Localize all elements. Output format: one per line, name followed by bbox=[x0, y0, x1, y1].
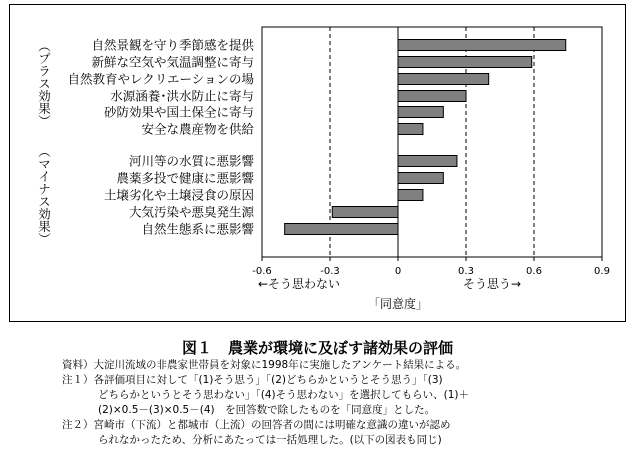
bar bbox=[398, 190, 423, 201]
bar bbox=[398, 156, 457, 167]
category-label: 河川等の水質に悪影響 bbox=[128, 153, 254, 169]
x-tick-label: -0.3 bbox=[320, 266, 340, 277]
bar bbox=[398, 57, 532, 68]
group-label: （プラス効果） bbox=[36, 39, 52, 127]
category-label: 自然景観を守り季節感を提供 bbox=[91, 37, 254, 53]
x-axis-label: 「同意度」 bbox=[367, 297, 429, 311]
category-label: 自然教育やレクリエーションの場 bbox=[67, 71, 254, 87]
bar bbox=[398, 173, 443, 184]
category-label: 自然生態系に悪影響 bbox=[141, 221, 254, 237]
left-arrow-label: ←そう思わない bbox=[258, 277, 341, 291]
bar-chart bbox=[10, 5, 627, 323]
category-label: 大気汚染や悪臭発生源 bbox=[128, 204, 254, 220]
category-label: 砂防効果や国土保全に寄与 bbox=[103, 104, 254, 120]
figure-frame bbox=[9, 4, 626, 322]
figure-number: 図１ bbox=[181, 339, 212, 357]
x-tick-label: 0 bbox=[394, 266, 402, 277]
note-1-line-3: (2)×0.5－(3)×0.5－(4) を回答数で除したものを「同意度」とした。 bbox=[98, 404, 436, 416]
category-label: 土壌劣化や土壌浸食の原因 bbox=[103, 187, 254, 203]
x-tick-label: 0.3 bbox=[458, 266, 474, 277]
category-label: 新鮮な空気や気温調整に寄与 bbox=[91, 54, 254, 70]
bar bbox=[398, 40, 566, 51]
bar bbox=[285, 224, 398, 235]
note-source: 資料）大淀川流域の非農家世帯員を対象に1998年に実施したアンケート結果による。 bbox=[62, 359, 467, 371]
x-tick-label: -0.6 bbox=[252, 266, 272, 277]
note-1-line-1: 注１）各評価項目に対して「(1)そう思う」「(2)どちらかというとそう思う」「(3) bbox=[62, 374, 443, 386]
bar bbox=[398, 124, 423, 135]
note-2-line-1: 注２）宮崎市（下流）と都城市（上流）の回答者の間には明確な意識の違いが認め bbox=[62, 419, 451, 431]
figure-title: 農業が環境に及ぼす諸効果の評価 bbox=[228, 339, 454, 357]
category-label: 農薬多投で健康に悪影響 bbox=[116, 170, 254, 186]
category-label: 安全な農産物を供給 bbox=[141, 121, 254, 137]
bar bbox=[398, 107, 443, 118]
x-tick-label: 0.9 bbox=[594, 266, 610, 277]
bar bbox=[332, 207, 398, 218]
bar bbox=[398, 91, 466, 102]
category-label: 水源涵養･洪水防止に寄与 bbox=[110, 88, 254, 104]
bar bbox=[398, 74, 489, 85]
right-arrow-label: そう思う→ bbox=[463, 277, 522, 291]
figure-caption bbox=[0, 337, 635, 358]
group-label: （マイナス効果） bbox=[36, 145, 52, 245]
note-2-line-2: られなかったため、分析にあたっては一括処理した。(以下の図表も同じ) bbox=[98, 434, 442, 446]
x-tick-label: 0.6 bbox=[526, 266, 542, 277]
note-1-line-2: どちらかというとそう思わない」「(4)そう思わない」を選択してもらい、(1)＋ bbox=[98, 389, 469, 401]
